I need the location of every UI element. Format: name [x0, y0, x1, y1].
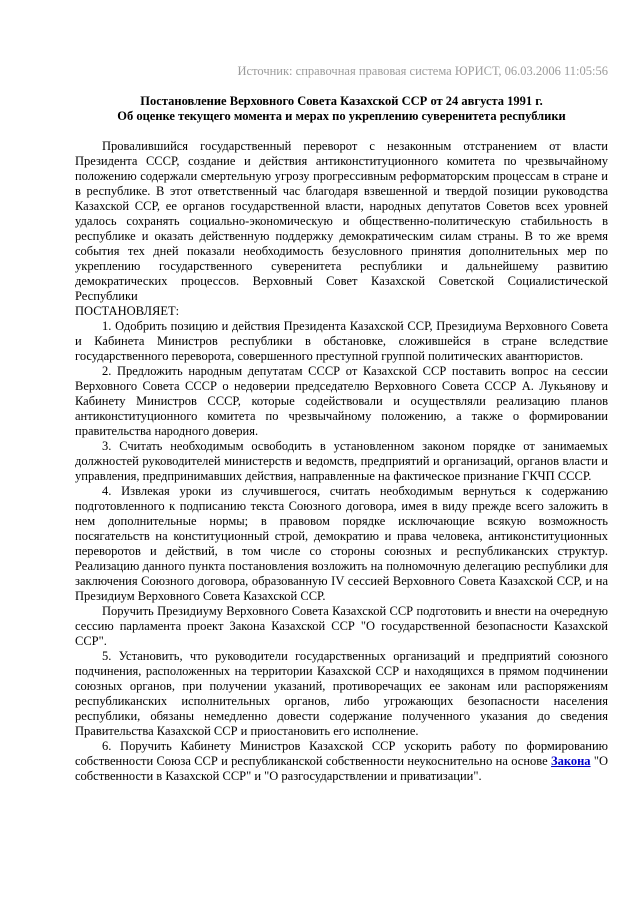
document-title-line2: Об оценке текущего момента и мерах по укреплению суверенитета республики	[117, 109, 566, 123]
document-title	[75, 94, 608, 124]
paragraph-item-4-addendum: Поручить Президиуму Верховного Совета Казахской ССР подготовить и внести на очередную сессию парламента проект Закона Казахской ССР "О государственной безопасности Казахской ССР".	[75, 604, 608, 648]
paragraph-item-4: 4. Извлекая уроки из случившегося, считать необходимым вернуться к содержанию подготовленного к подписанию текста Союзного договора, имея в виду прежде всего заложить в нем дополнительные нормы; в правовом порядке исключающие всякую возможность посягательств на конституционный строй, демократию и права человека, антиконституционных переворотов и действий, в том числе со стороны союзных и республиканских структур. Реализацию данного пункта постановления возложить на полномочную делегацию республики для заключения Союзного договора, образованную IV сессией Верховного Совета Казахской ССР, и на Президиум Верховного Совета Казахской ССР.	[75, 484, 608, 603]
paragraph-item-5: 5. Установить, что руководители государственных организаций и предприятий союзного подчинения, расположенных на территории Казахской ССР и находящихся в прямом подчинении союзных органов, при получении указаний, противоречащих ее законам или распоряжениям республиканских исполнительных органов, либо угрожающих безопасности населения республики, обязаны немедленно довести содержание полученного указания до сведения Правительства Казахской ССР и приостановить его исполнение.	[75, 649, 608, 738]
zakona-link[interactable]: Закона	[550, 754, 591, 768]
paragraph-item-1: 1. Одобрить позицию и действия Президента Казахской ССР, Президиума Верховного Совета и Кабинета Министров республики в обстановке, сложившейся в стране вследствие государственного переворота, совершенного преступной группой политических авантюристов.	[75, 319, 608, 363]
resolves-text: ПОСТАНОВЛЯЕТ:	[75, 304, 180, 318]
paragraph-intro	[75, 139, 608, 319]
paragraph-item-2: 2. Предложить народным депутатам СССР от Казахской ССР поставить вопрос на сессии Верховного Совета СССР о недоверии председателю Верховного Совета СССР А. Лукьянову и Кабинету Министров СССР, которые содействовали и осуществляли реализацию планов антиконституционного комитета по чрезвычайному положению, а также о формировании правительства народного доверия.	[75, 364, 608, 438]
paragraph-item-6	[75, 739, 608, 784]
source-line: Источник: справочная правовая система ЮРИСТ, 06.03.2006 11:05:56	[237, 64, 608, 78]
paragraph-item-3: 3. Считать необходимым освободить в установленном законом порядке от занимаемых должностей руководителей министерств и ведомств, предприятий и организаций, органов власти и управления, предпринимавших действия, направленные на фактическое признание ГКЧП СССР.	[75, 439, 608, 483]
item-6-text-before-link: 6. Поручить Кабинету Министров Казахской ССР ускорить работу по формированию собственности Союза ССР и республиканской собственности неукоснительно на основе	[75, 739, 608, 768]
document-title-line1: Постановление Верховного Совета Казахской ССР от 24 августа 1991 г.	[140, 94, 543, 108]
intro-text: Провалившийся государственный переворот с незаконным отстранением от власти Президента СССР, создание и действия антиконституционного комитета по чрезвычайному положению содержали смертельную угрозу прогрессивным реформаторским процессам в стране и в республике. В этот ответственный час благодаря взвешенной и твердой позиции руководства Казахской ССР, ее органов государственной власти, народных депутатов Советов всех уровней удалось сохранять социально-экономическую и общественно-политическую стабильность в республике и оказать действенную поддержку демократическим силам страны. В то же время события тех дней показали необходимость безусловного принятия дополнительных мер по укреплению государственного суверенитета республики и дальнейшему развитию демократических процессов. Верховный Совет Казахской Советской Социалистической Республики	[75, 139, 608, 303]
document-body	[75, 139, 608, 784]
item-6-text-after-link: "О собственности в Казахской ССР" и "О разгосударствлении и приватизации".	[75, 754, 609, 783]
